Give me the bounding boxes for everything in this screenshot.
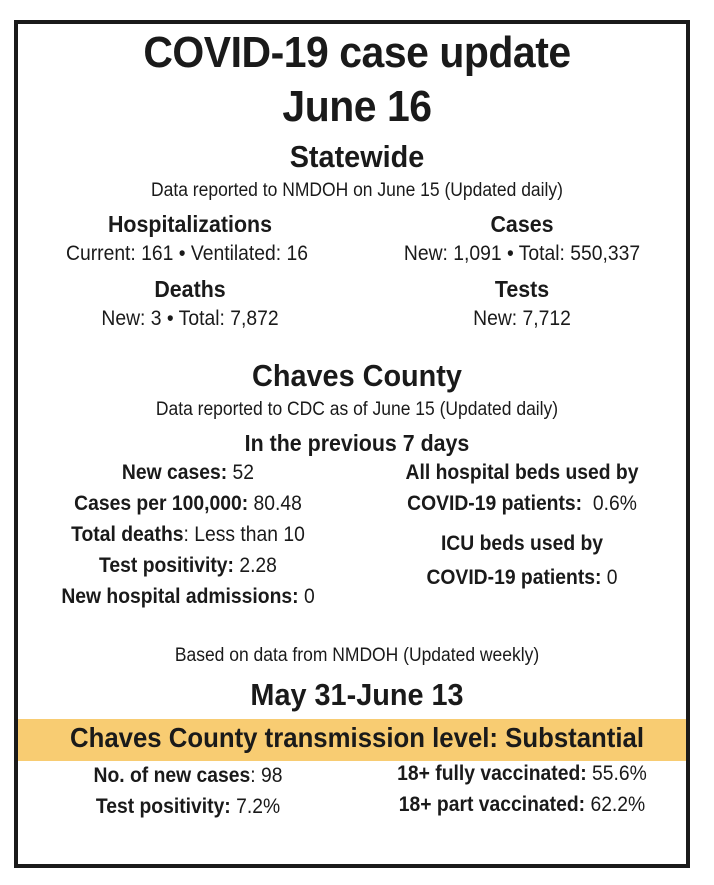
tests-value: New: 7,712 [473,307,571,330]
cases-heading: Cases [490,211,554,237]
icu-beds-value: COVID-19 patients: 0 [426,566,618,589]
deaths-heading: Deaths [154,276,226,302]
county-stat-hospital-admissions: New hospital admissions: 0 [61,585,315,608]
hospitalizations-value: Current: 161 • Ventilated: 16 [66,242,308,265]
county-heading: Chaves County [252,358,462,393]
hospital-beds-line1: All hospital beds used by [405,461,639,484]
county-stat-test-positivity: Test positivity: 2.28 [99,554,277,577]
hospital-beds-value: COVID-19 patients: 0.6% [407,492,637,515]
weekly-stat-new-cases: No. of new cases: 98 [93,764,283,787]
tests-heading: Tests [494,276,550,302]
hospitalizations-heading: Hospitalizations [107,211,272,237]
icu-beds-line1: ICU beds used by [440,532,604,555]
transmission-level: Chaves County transmission level: Substantial [69,722,645,753]
cases-value: New: 1,091 • Total: 550,337 [403,242,641,265]
county-stat-new-cases: New cases: 52 [121,461,255,484]
county-stat-cases-per-100k: Cases per 100,000: 80.48 [74,492,302,515]
weekly-stat-part-vaccinated: 18+ part vaccinated: 62.2% [398,793,646,816]
deaths-value: New: 3 • Total: 7,872 [101,307,279,330]
statewide-heading: Statewide [289,139,425,174]
page-date: June 16 [282,82,432,131]
weekly-stat-test-positivity: Test positivity: 7.2% [95,795,281,818]
county-stat-total-deaths: Total deaths: Less than 10 [71,523,305,546]
weekly-note: Based on data from NMDOH (Updated weekly) [174,645,540,666]
page-title: COVID-19 case update [143,28,571,77]
weekly-range: May 31-June 13 [250,677,464,712]
weekly-stat-fully-vaccinated: 18+ fully vaccinated: 55.6% [397,762,647,785]
county-note: Data reported to CDC as of June 15 (Updated daily) [155,399,559,420]
county-period: In the previous 7 days [244,430,470,456]
statewide-note: Data reported to NMDOH on June 15 (Updated daily) [151,180,563,201]
